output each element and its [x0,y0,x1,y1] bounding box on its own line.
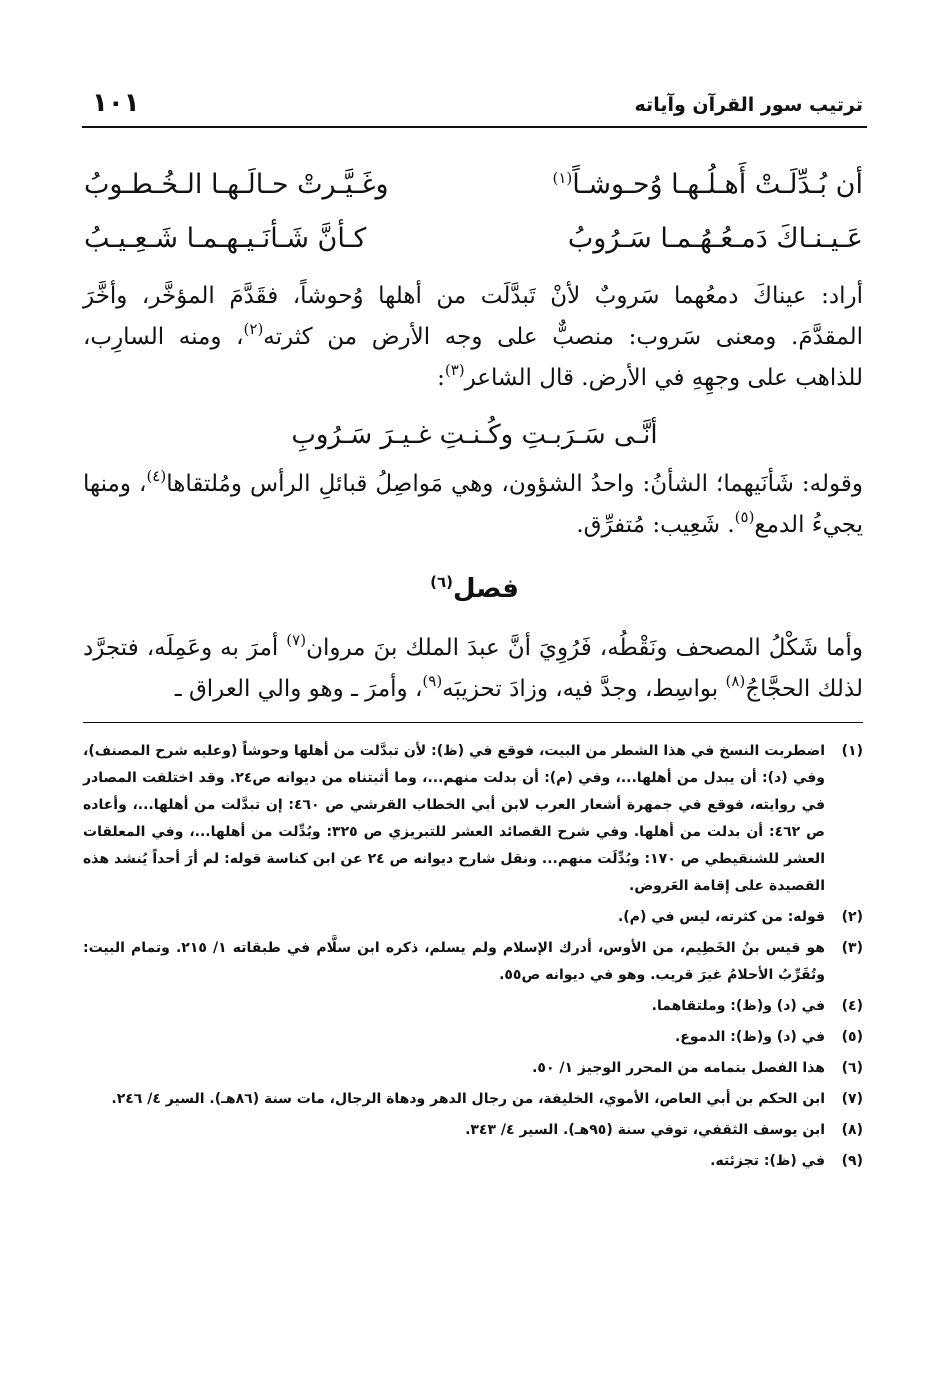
footnotes [83,738,863,1179]
footnote-ref: (١) [552,169,573,187]
footnote-ref: (٦) [430,573,453,591]
paragraph-1 [83,276,863,399]
footnote-text: هذا الفصل بتمامه من المحرر الوجيز ١/ ٥٠. [532,1060,825,1076]
footnote-ref: (٤) [146,467,167,485]
footnote-text: هو قيس بنُ الخَطِيم، من الأوس، أدرك الإسلام ولم يسلم، ذكره ابن سلَّام في طبقاته ١/ ٢١٥. وتمام البيت: وتُقَرِّبُ الأحلامُ غيرَ قريب. وهو في ديوانه ص٥٥. [83,940,825,983]
footnote [83,993,863,1020]
footnote [83,935,863,989]
footnote-ref: (٧) [286,631,307,649]
footnote [83,904,863,931]
text: ، ومنها يجيءُ الدمع [83,471,863,538]
footnote [83,1086,863,1113]
footnote-number: (٥) [841,1029,863,1045]
verse-line-1-second-hemistich: وغَـيَّـرتْ حـالَـهـا الـخُـطـوبُ [84,169,389,200]
verse-line-2-first-hemistich: عَـيـنـاكَ دَمـعُـهُـمـا سَـرُوبُ [567,223,863,254]
heading-text: فصل [453,574,519,604]
text: : [437,365,445,391]
footnote-number: (٨) [841,1122,863,1138]
text: ، وأمرَ ـ وهو والي العراق ـ [174,676,423,702]
text: ، ومنه السارِب، للذاهب على وجهِهِ في الأرض. قال الشاعر [83,324,863,391]
footnote-text: اضطربت النسخ في هذا الشطر من البيت، فوقع في (ظ): لأن تبدَّلت من أهلها وحوشاً (وعليه شرح المصنف)، وفي (د): أن يبدل من أهلها...، وفي (م): أن بدلت منهم...، وما أثبتناه من ديوانه ص٢٤. وقد اختلفت المصادر في روايته، فوقع في جمهرة أشعار العرب لابن أبي الخطاب القرشي ص ٤٦٠: إن تبدَّلت من أهلها...، وأعاده ص ٤٦٢: أن بدلت من أهلها. وفي شرح القصائد العشر للتبريزي ص ٣٢٥: وبُدِّلت من أهلها...، وفي المعلقات العشر للشنقيطي ص ١٧٠: وبُدِّلَت منهم... ونقل شارح ديوانه ص ٢٤ عن ابن كناسة قوله: لم أرَ أحداً يُنشد هذه القصيدة على إقامة العَروض. [83,743,825,894]
header-rule [82,126,867,128]
footnote-ref: (٩) [422,672,443,690]
verse-line-1-first-hemistich [552,168,863,202]
section-heading [0,572,949,606]
text: أمرَ به وعَمِلَه، فتجرَّد لذلك الحجَّاجُ [83,635,863,702]
footnote [83,1148,863,1175]
footnote [83,1055,863,1082]
footnote-number: (٢) [841,909,863,925]
footnote-text: في (د) و(ظ): الدموع. [674,1029,825,1045]
footnote-ref: (٢) [243,320,264,338]
quoted-verse: أنَّـى سَـرَبـتِ وكُـنـتِ غـيـرَ سَـرُوبِ [291,420,658,450]
footnote-number: (٦) [841,1060,863,1076]
footnote [83,1024,863,1051]
verse-line-2-second-hemistich: كـأنَّ شَـأنَـيـهـمـا شَـعِـيـبُ [84,223,367,254]
footnote-number: (١) [841,743,863,759]
footnote-number: (٤) [841,998,863,1014]
footnote [83,1117,863,1144]
running-title: ترتيب سور القرآن وآياته [634,94,863,116]
footnote-number: (٩) [841,1153,863,1169]
footnote-text: قوله: من كثرته، ليس في (م). [617,909,825,925]
text: بواسِط، وجدَّ فيه، وزادَ تحزيبَه [442,676,726,702]
footnote-text: ابن الحكم بن أبي العاص، الأموي، الخليفة، من رجال الدهر ودهاة الرجال، مات سنة (٨٦هـ). السير ٤/ ٢٤٦. [111,1091,825,1107]
page-number: ١٠١ [92,88,140,118]
paragraph-2 [83,464,863,546]
footnote-ref: (٣) [444,361,465,379]
footnote [83,738,863,900]
verse-text: أن بُـدِّلَـتْ أَهـلُـهـا وُحـوشـاً [572,169,863,200]
footnote-separator [83,722,863,723]
text: . شَعِيب: مُتفرِّق. [576,512,735,538]
footnote-ref: (٨) [725,672,746,690]
text: وأما شَكْلُ المصحف ونَقْطُه، فَرُوِيَ أنَّ عبدَ الملك بنَ مروان [306,635,863,661]
footnote-ref: (٥) [734,508,755,526]
footnote-number: (٧) [841,1091,863,1107]
footnote-text: في (د) و(ظ): وملتقاهما. [651,998,825,1014]
footnote-text: ابن يوسف الثقفي، توفي سنة (٩٥هـ). السير ٤/ ٣٤٣. [465,1122,825,1138]
footnote-number: (٣) [841,940,863,956]
paragraph-3 [83,628,863,710]
text: أراد: عيناكَ دمعُهما سَروبٌ لأنْ تَبدَّلَت من أهلها وُحوشاً، فقَدَّمَ المؤخَّر، وأخَّرَ المقدَّمَ. ومعنى سَروب: منصبٌّ على وجه الأرض من كثرته [83,283,863,350]
text: وقوله: شَأنَيهما؛ الشأنُ: واحدُ الشؤون، وهي مَواصِلُ قبائلِ الرأس ومُلتقاها [166,471,863,497]
footnote-text: في (ظ): تجزئته. [710,1153,825,1169]
